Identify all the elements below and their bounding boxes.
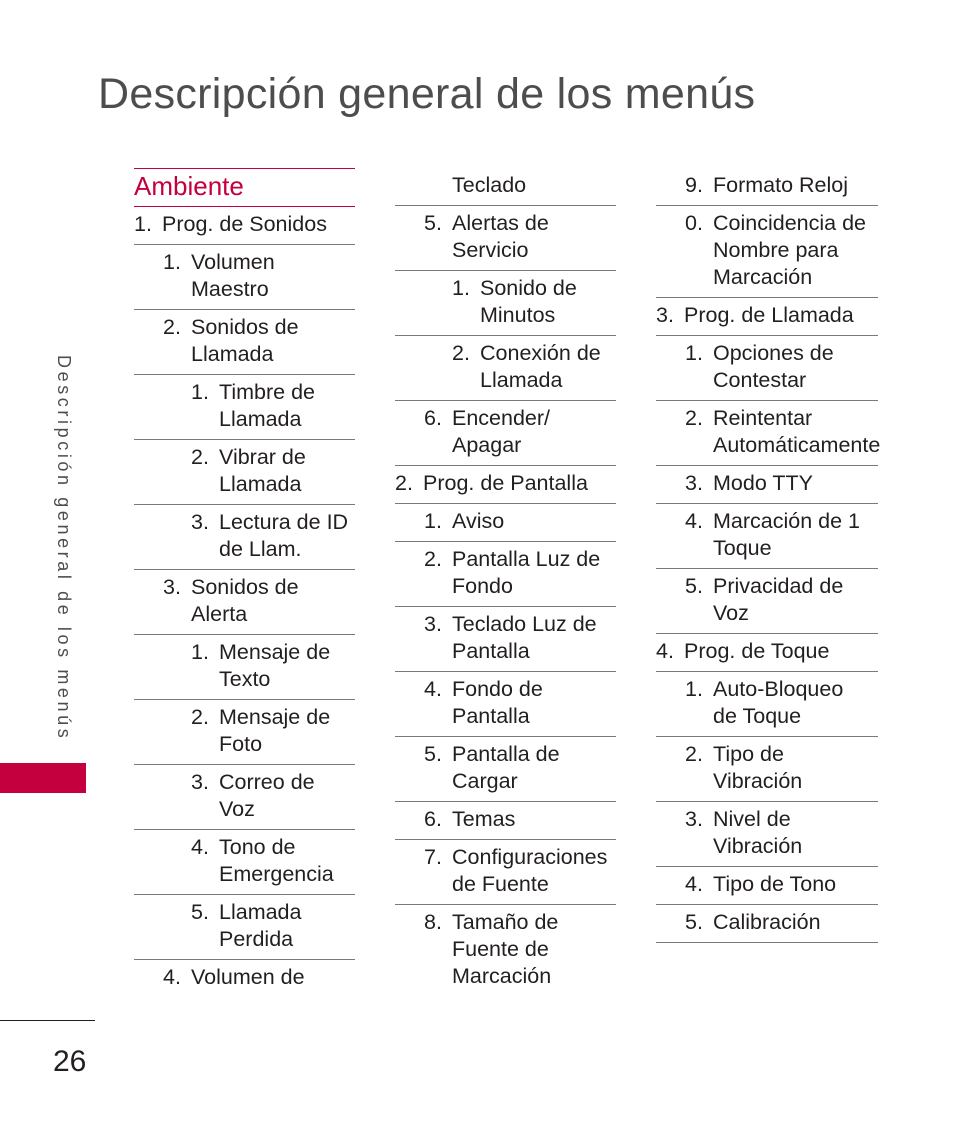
- menu-item-label: Cargar: [452, 769, 518, 793]
- menu-item-label: Voz: [219, 797, 255, 821]
- menu-item-label: Prog. de Pantalla: [423, 471, 588, 495]
- menu-item-label: Marcación: [452, 964, 552, 988]
- menu-item: [134, 310, 355, 375]
- menu-item-number: 5.: [191, 900, 209, 924]
- menu-item: [134, 375, 355, 440]
- menu-item: [395, 840, 616, 905]
- menu-item-label: Marcación: [713, 265, 813, 289]
- menu-item-label: Correo de: [219, 770, 315, 794]
- menu-list: [134, 207, 355, 997]
- menu-column-2: [395, 168, 616, 996]
- menu-item-number: 2.: [395, 471, 413, 495]
- menu-item-label: Calibración: [713, 910, 821, 934]
- menu-item: [656, 569, 878, 634]
- menu-item-label: Conexión de: [480, 341, 601, 365]
- menu-item-number: 1.: [134, 212, 152, 236]
- menu-item-label: Coincidencia de: [713, 211, 866, 235]
- menu-item: [656, 298, 878, 336]
- menu-item-label: Auto-Bloqueo: [713, 677, 844, 701]
- menu-item-label: Timbre de: [219, 380, 315, 404]
- menu-item-label: Llamada: [191, 342, 274, 366]
- menu-item-number: 4.: [191, 835, 209, 859]
- menu-item: [656, 168, 878, 206]
- menu-item-number: 4.: [163, 965, 181, 989]
- menu-item-number: 4.: [424, 677, 442, 701]
- menu-item-label: Foto: [219, 732, 263, 756]
- menu-item-label: Tipo de Tono: [713, 872, 837, 896]
- page-title: Descripción general de los menús: [98, 70, 756, 118]
- menu-item: [134, 765, 355, 830]
- menu-item-label: Volumen: [191, 250, 275, 274]
- menu-item-label: Sonido de: [480, 276, 577, 300]
- menu-item: [134, 635, 355, 700]
- menu-item-label: Emergencia: [219, 862, 334, 886]
- menu-item-label: Opciones de: [713, 341, 834, 365]
- menu-item-label: Modo TTY: [713, 471, 813, 495]
- menu-item-label: Apagar: [452, 433, 522, 457]
- menu-item-label: Contestar: [713, 368, 807, 392]
- menu-item: [134, 830, 355, 895]
- menu-item-label: Tamaño de: [452, 910, 559, 934]
- menu-item-label: Sonidos de: [191, 575, 299, 599]
- menu-item-number: 3.: [685, 807, 703, 831]
- menu-item-label: Marcación de 1: [713, 509, 860, 533]
- menu-item-label: Automáticamente: [713, 433, 881, 457]
- menu-item-number: 3.: [163, 575, 181, 599]
- menu-item-label: Lectura de ID: [219, 510, 349, 534]
- menu-column-3: [656, 168, 881, 943]
- menu-item-number: 3.: [424, 612, 442, 636]
- menu-item-label: Temas: [452, 807, 516, 831]
- menu-item: [395, 168, 616, 206]
- menu-item-number: 2.: [685, 406, 703, 430]
- menu-item-label: Pantalla: [452, 639, 530, 663]
- menu-item-label: Toque: [713, 536, 772, 560]
- menu-item-label: Prog. de Toque: [684, 639, 830, 663]
- menu-item-number: 6.: [424, 406, 442, 430]
- menu-item-label: Aviso: [452, 509, 505, 533]
- menu-item-label: Nivel de: [713, 807, 791, 831]
- menu-item-number: 1.: [424, 509, 442, 533]
- menu-item: [395, 542, 616, 607]
- menu-item-number: 4.: [685, 872, 703, 896]
- menu-item: [395, 206, 616, 271]
- menu-item: [656, 206, 878, 298]
- menu-item-number: 3.: [191, 510, 209, 534]
- section-tab-marker: [0, 763, 86, 793]
- menu-item-number: 9.: [685, 173, 703, 197]
- menu-item-number: 5.: [424, 211, 442, 235]
- menu-item-label: Mensaje de: [219, 640, 331, 664]
- menu-item: [134, 207, 355, 245]
- menu-item-label: Sonidos de: [191, 315, 299, 339]
- menu-item-number: 3.: [656, 303, 674, 327]
- menu-item-label: Fondo: [452, 574, 513, 598]
- menu-item-number: 1.: [191, 380, 209, 404]
- menu-item: [656, 401, 881, 466]
- menu-item-number: 7.: [424, 845, 442, 869]
- menu-item-label: Fuente de: [452, 937, 549, 961]
- menu-item: [656, 466, 878, 504]
- menu-item: [134, 960, 355, 997]
- menu-item-label: Tipo de: [713, 742, 784, 766]
- menu-item: [395, 607, 616, 672]
- menu-item-number: 6.: [424, 807, 442, 831]
- section-heading-ambiente: Ambiente: [134, 168, 355, 207]
- menu-item: [395, 504, 616, 542]
- menu-item-label: Configuraciones: [452, 845, 608, 869]
- menu-item-label: Prog. de Llamada: [684, 303, 854, 327]
- menu-item-label: Alertas de: [452, 211, 549, 235]
- menu-list: [395, 168, 616, 996]
- menu-item-number: 2.: [452, 341, 470, 365]
- menu-item: [134, 440, 355, 505]
- menu-item: [656, 504, 878, 569]
- menu-item-label: Vibrar de: [219, 445, 306, 469]
- menu-item: [395, 336, 616, 401]
- menu-item-number: 2.: [191, 445, 209, 469]
- menu-item-label: Formato Reloj: [713, 173, 849, 197]
- menu-list: [656, 168, 881, 943]
- menu-item-label: Pantalla de: [452, 742, 560, 766]
- menu-item-label: Teclado Luz de: [452, 612, 597, 636]
- menu-item-label: Alerta: [191, 602, 248, 626]
- menu-item: [395, 905, 616, 996]
- menu-item: [656, 336, 878, 401]
- menu-item: [656, 802, 878, 867]
- menu-item-label: de Llam.: [219, 537, 302, 561]
- menu-item: [395, 401, 616, 466]
- menu-item: [134, 895, 355, 960]
- menu-item-label: de Toque: [713, 704, 802, 728]
- menu-item-number: 3.: [191, 770, 209, 794]
- menu-item: [134, 700, 355, 765]
- menu-item-label: Vibración: [713, 834, 803, 858]
- menu-item-number: 2.: [163, 315, 181, 339]
- menu-item-label: Mensaje de: [219, 705, 331, 729]
- menu-item-number: 4.: [685, 509, 703, 533]
- menu-item-label: Servicio: [452, 238, 529, 262]
- menu-item-number: 2.: [424, 547, 442, 571]
- menu-item-label: Vibración: [713, 769, 803, 793]
- menu-item-number: 5.: [685, 574, 703, 598]
- menu-item-label: Teclado: [452, 173, 527, 197]
- menu-item: [395, 737, 616, 802]
- menu-item-label: Llamada: [219, 900, 302, 924]
- menu-item-number: 1.: [685, 341, 703, 365]
- menu-item-number: 0.: [685, 211, 703, 235]
- menu-item-label: Fondo de: [452, 677, 543, 701]
- menu-item-label: Perdida: [219, 927, 294, 951]
- menu-item-label: Volumen de: [191, 965, 305, 989]
- menu-item-label: Nombre para: [713, 238, 839, 262]
- menu-item-number: 1.: [452, 276, 470, 300]
- menu-item-label: Voz: [713, 601, 749, 625]
- menu-item-number: 1.: [685, 677, 703, 701]
- menu-item: [656, 672, 878, 737]
- menu-item-number: 1.: [163, 250, 181, 274]
- menu-item-number: 2.: [685, 742, 703, 766]
- menu-item-label: Pantalla Luz de: [452, 547, 601, 571]
- menu-item-label: Privacidad de: [713, 574, 844, 598]
- footer-rule: [0, 1020, 95, 1021]
- menu-item: [656, 867, 878, 905]
- menu-item: [656, 737, 878, 802]
- menu-item: [134, 245, 355, 310]
- page-number: 26: [53, 1045, 87, 1078]
- side-section-label: Descripción general de los menús: [54, 355, 74, 742]
- menu-item-label: Pantalla: [452, 704, 530, 728]
- menu-item-label: Tono de: [219, 835, 296, 859]
- menu-item-label: Texto: [219, 667, 271, 691]
- menu-item-label: Reintentar: [713, 406, 813, 430]
- menu-item: [395, 466, 616, 504]
- menu-item-number: 3.: [685, 471, 703, 495]
- menu-item: [134, 570, 355, 635]
- menu-item-label: de Fuente: [452, 872, 549, 896]
- menu-item-label: Llamada: [219, 472, 302, 496]
- menu-item-number: 5.: [424, 742, 442, 766]
- menu-item: [134, 505, 355, 570]
- menu-item-number: 2.: [191, 705, 209, 729]
- menu-item: [656, 905, 878, 943]
- menu-item-number: 5.: [685, 910, 703, 934]
- menu-item-label: Prog. de Sonidos: [162, 212, 327, 236]
- menu-item: [395, 672, 616, 737]
- menu-item: [656, 634, 878, 672]
- menu-item: [395, 271, 616, 336]
- menu-column-1: [134, 168, 355, 997]
- menu-item-label: Encender/: [452, 406, 551, 430]
- menu-item: [395, 802, 616, 840]
- menu-item-label: Maestro: [191, 277, 269, 301]
- menu-item-label: Llamada: [219, 407, 302, 431]
- menu-item-number: 1.: [191, 640, 209, 664]
- menu-item-number: 4.: [656, 639, 674, 663]
- menu-item-number: 8.: [424, 910, 442, 934]
- menu-item-label: Minutos: [480, 303, 556, 327]
- menu-item-label: Llamada: [480, 368, 563, 392]
